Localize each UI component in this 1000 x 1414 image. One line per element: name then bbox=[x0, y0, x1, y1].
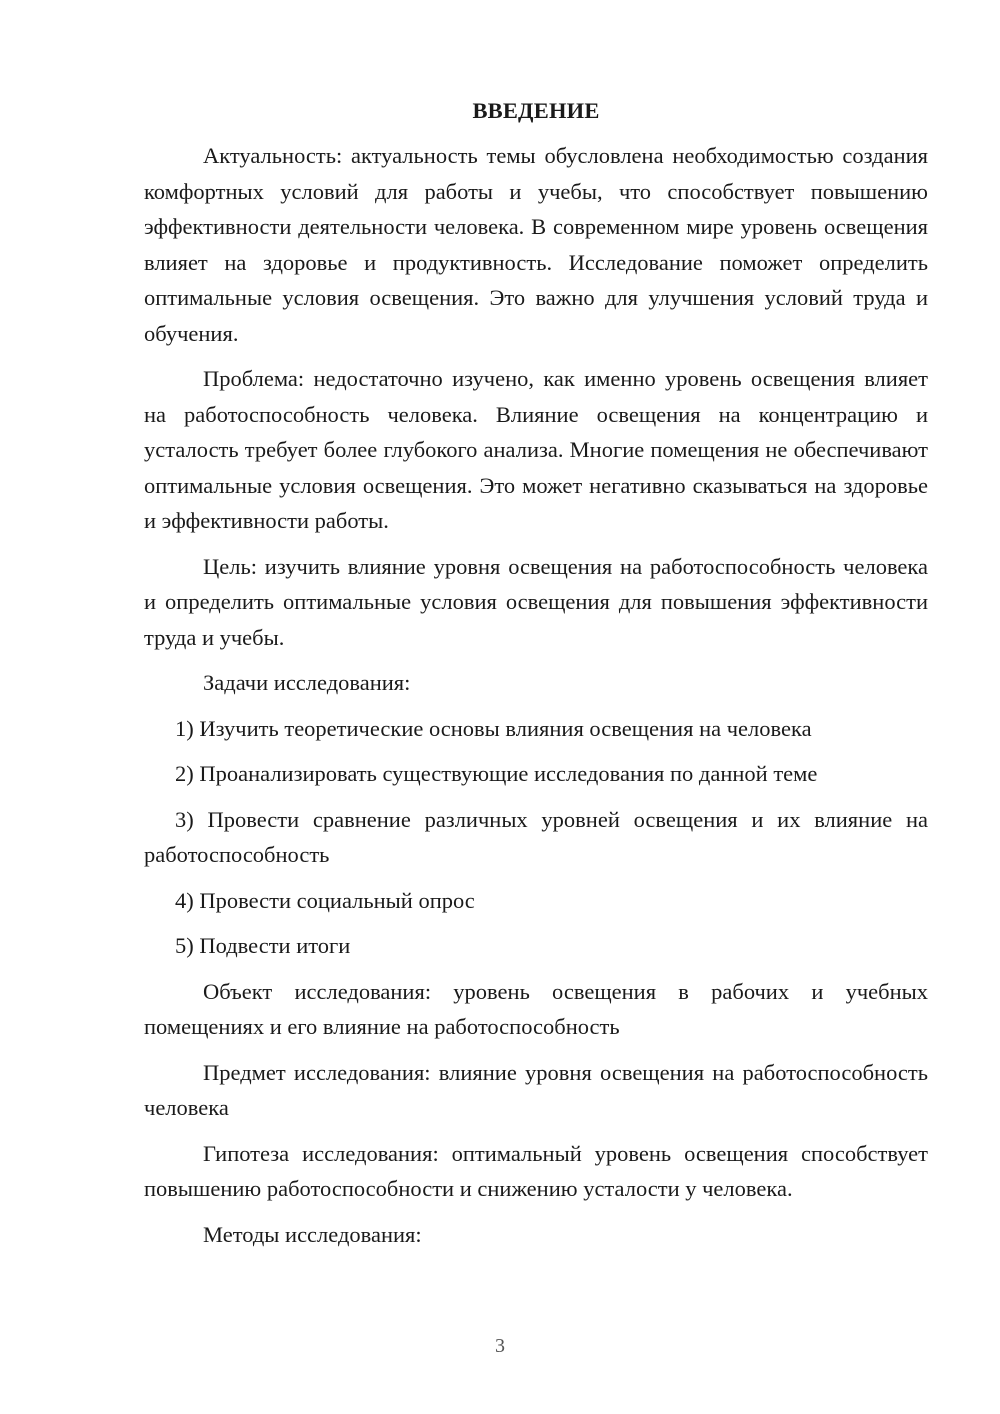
paragraph-object: Объект исследования: уровень освещения в рабочих и учебных помещениях и его влияние на работоспособность bbox=[144, 978, 928, 1039]
methods-heading: Методы исследования: bbox=[203, 1221, 422, 1247]
paragraph-goal: Цель: изучить влияние уровня освещения на работоспособность человека и определить оптимальные условия освещения для повышения эффективности труда и учебы. bbox=[144, 553, 928, 650]
tasks-heading: Задачи исследования: bbox=[203, 670, 411, 695]
tasks-list bbox=[144, 711, 928, 964]
paragraph-hypothesis: Гипотеза исследования: оптимальный уровень освещения способствует повышению работоспособности и снижению усталости у человека. bbox=[144, 1140, 928, 1201]
list-item: 4) Провести социальный опрос bbox=[175, 887, 475, 913]
paragraph-relevance: Актуальность: актуальность темы обусловлена необходимостью создания комфортных условий для работы и учебы, что способствует повышению эффективности деятельности человека. В современном мире уровень освещения влияет на здоровье и продуктивность. Исследование поможет определить оптимальные условия освещения. Это важно для улучшения условий труда и обучения. bbox=[144, 143, 928, 346]
page-body bbox=[144, 93, 928, 1262]
paragraph-problem: Проблема: недостаточно изучено, как именно уровень освещения влияет на работоспособность человека. Влияние освещения на концентрацию и усталость требует более глубокого анализа. Многие помещения не обеспечивают оптимальные условия освещения. Это может негативно сказываться на здоровье и эффективности работы. bbox=[144, 366, 928, 533]
section-title: ВВЕДЕНИЕ bbox=[472, 98, 600, 123]
list-item: 5) Подвести итоги bbox=[175, 933, 351, 958]
list-item: 2) Проанализировать существующие исследования по данной теме bbox=[175, 761, 818, 786]
list-item: 1) Изучить теоретические основы влияния освещения на человека bbox=[175, 715, 812, 741]
page-number: 3 bbox=[495, 1335, 505, 1357]
paragraph-subject: Предмет исследования: влияние уровня освещения на работоспособность человека bbox=[144, 1059, 928, 1120]
list-item: 3) Провести сравнение различных уровней освещения и их влияние на работоспособность bbox=[144, 806, 928, 867]
